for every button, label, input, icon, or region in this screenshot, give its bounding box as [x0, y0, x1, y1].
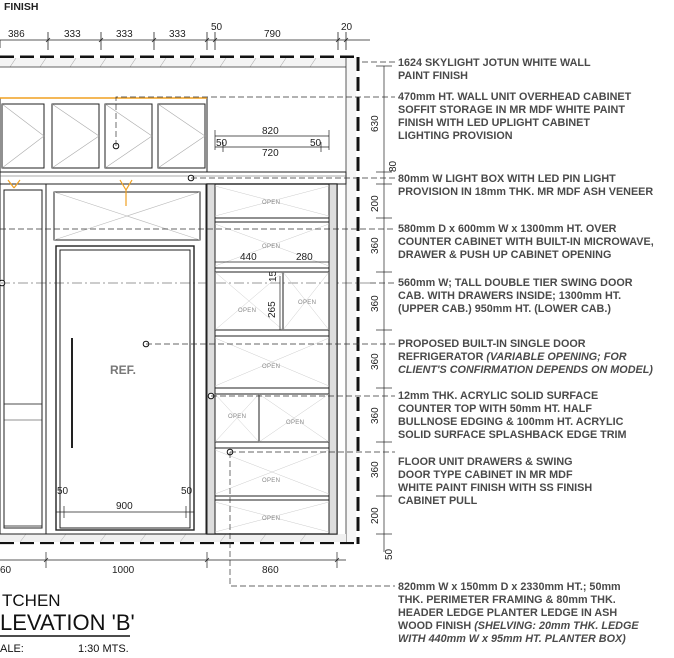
dim-280: 280 — [296, 252, 313, 263]
note-shelving-frame: 820mm W x 150mm D x 2330mm HT.; 50mm THK. PERIMETER FRAMING & 80mm THK. HEADER LEDGE PLANTER LEDGE IN ASH WOOD FINISH (SHELVING: 20mm THK. LEDGE WITH 440mm W x 95mm HT. PLANTER BOX) — [398, 581, 639, 645]
dim-1000: 1000 — [112, 565, 135, 576]
dim-top-50: 50 — [211, 22, 223, 33]
wall-cabinets — [0, 98, 346, 184]
open-tag: OPEN — [262, 364, 281, 370]
dim-440: 440 — [240, 252, 257, 263]
dim-200-bottom: 200 — [370, 507, 381, 524]
tall-units — [0, 180, 206, 534]
note-counter-top: 12mm THK. ACRYLIC SOLID SURFACE COUNTER TOP WITH 50mm HT. HALF BULLNOSE EDGING & 100mm HT. ACRYLIC SOLID SURFACE SPLASHBACK EDGE TRIM — [398, 390, 627, 441]
dim-top-333-a: 333 — [64, 29, 81, 40]
dim-top-20: 20 — [341, 22, 353, 33]
top-label: FINISH — [4, 1, 39, 13]
open-tag: OPEN — [228, 414, 247, 420]
title-line-1: TCHEN — [2, 591, 61, 610]
title-block — [0, 591, 135, 655]
dim-860: 860 — [262, 565, 279, 576]
dim-50-left: 50 — [216, 138, 228, 149]
ref-label: REF. — [110, 363, 137, 377]
open-tag: OPEN — [298, 300, 317, 306]
note-wall-unit: 470mm HT. WALL UNIT OVERHEAD CABINET SOFFIT STORAGE IN MR MDF WHITE PAINT FINISH WITH LED UPLIGHT CABINET LIGHTING PROVISION — [398, 91, 632, 142]
dim-50-b-left: 50 — [57, 486, 69, 497]
open-tag: OPEN — [262, 200, 281, 206]
note-floor-unit: FLOOR UNIT DRAWERS & SWING DOOR TYPE CABINET IN MR MDF WHITE PAINT FINISH WITH SS FINISH CABINET PULL — [398, 456, 593, 507]
bottom-dimension-chain — [0, 552, 346, 568]
dim-630: 630 — [370, 115, 381, 132]
scale-value: 1:30 MTS. — [78, 643, 129, 655]
note-tall-cabinet: 560mm W; TALL DOUBLE TIER SWING DOOR CAB. WITH DRAWERS INSIDE; 1300mm HT. (UPPER CAB.) 950mm HT. (LOWER CAB.) — [398, 277, 633, 315]
note-over-counter: 580mm D x 600mm W x 1300mm HT. OVER COUNTER CABINET WITH BUILT-IN MICROWAVE, DRAWER & PUSH UP CABINET OPENING — [398, 223, 654, 261]
dim-top-790: 790 — [264, 29, 281, 40]
dim-15: 15 — [268, 270, 279, 282]
note-light-box: 80mm W LIGHT BOX WITH LED PIN LIGHT PROVISION IN 18mm THK. MR MDF ASH VENEER — [398, 173, 654, 198]
dim-50-b-right: 50 — [181, 486, 193, 497]
title-line-2: LEVATION 'B' — [0, 610, 135, 635]
open-tag: OPEN — [262, 244, 281, 250]
dim-top-333-c: 333 — [169, 29, 186, 40]
open-tag: OPEN — [262, 516, 281, 522]
dim-720: 720 — [262, 148, 279, 159]
open-tag: OPEN — [238, 308, 257, 314]
open-tag: OPEN — [262, 478, 281, 484]
dim-50-floor: 50 — [384, 548, 395, 560]
dim-top-386: 386 — [8, 29, 25, 40]
note-wall-paint: 1624 SKYLIGHT JOTUN WHITE WALL PAINT FINISH — [398, 57, 591, 82]
dim-50-right: 50 — [310, 138, 322, 149]
dim-360-a: 360 — [370, 237, 381, 254]
dim-360-d: 360 — [370, 407, 381, 424]
dim-200-top: 200 — [370, 195, 381, 212]
dim-360-c: 360 — [370, 353, 381, 370]
dim-360-e: 360 — [370, 461, 381, 478]
dim-360-b: 360 — [370, 295, 381, 312]
scale-label: ALE: — [0, 643, 24, 655]
dim-265: 265 — [267, 301, 278, 318]
dim-80: 80 — [388, 160, 399, 172]
dim-60: 60 — [0, 565, 12, 576]
dim-top-333-b: 333 — [116, 29, 133, 40]
note-refrigerator: PROPOSED BUILT-IN SINGLE DOOR REFRIGERATOR (VARIABLE OPENING; FOR CLIENT'S CONFIRMATION DEPENDS ON MODEL) — [398, 338, 653, 376]
notes — [398, 57, 657, 645]
dim-900: 900 — [116, 501, 133, 512]
open-tag: OPEN — [286, 420, 305, 426]
dim-820: 820 — [262, 126, 279, 137]
